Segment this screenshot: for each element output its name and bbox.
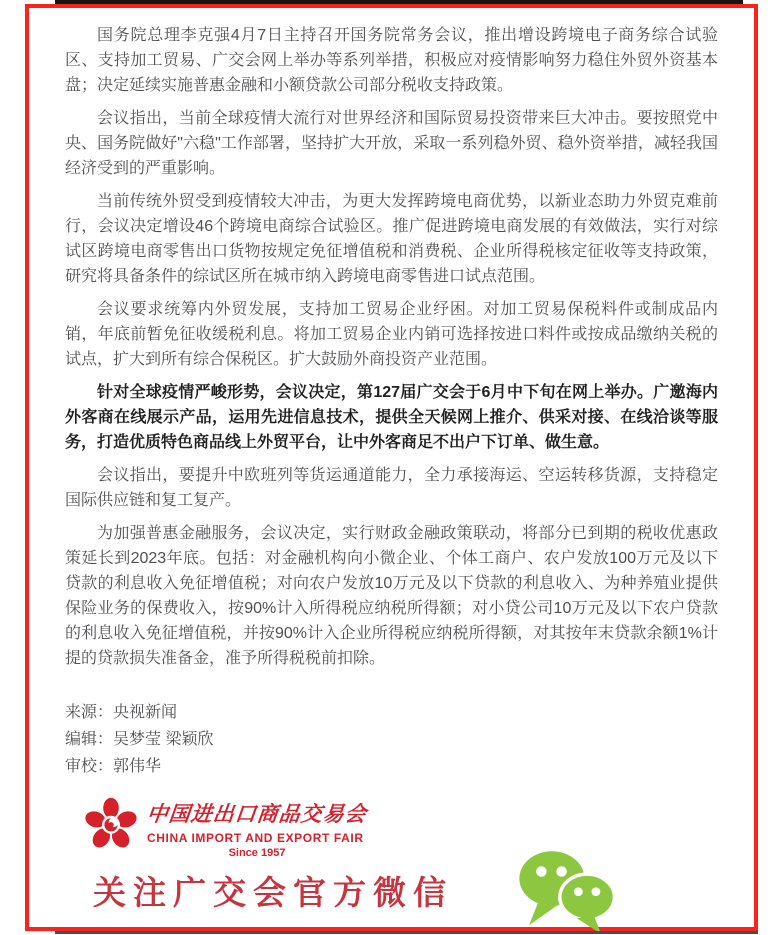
logo-text-block — [147, 796, 367, 859]
follow-wechat-text: 关注广交会官方微信 — [93, 874, 453, 911]
red-frame — [25, 4, 758, 931]
credit-reviewer: 审校：郭伟华 — [65, 758, 162, 775]
wechat-icon — [509, 846, 623, 934]
article-body — [29, 8, 754, 671]
credits-block — [29, 699, 754, 780]
article-paragraph: 针对全球疫情严峻形势，会议决定，第127届广交会于6月中下旬在网上举办。广邀海内外客商在线展示产品，运用先进信息技术，提供全天候网上推介、供采对接、在线洽谈等服务，打造优质特色商品线上外贸平台，让中外客商足不出户下订单、做生意。 — [65, 384, 718, 451]
article-paragraph: 为加强普惠金融服务，会议决定，实行财政金融政策联动，将部分已到期的税收优惠政策延长到2023年底。包括：对金融机构向小微企业、个体工商户、农户发放100万元及以下贷款的利息收入免征增值税；对向农户发放10万元及以下贷款的利息收入、为种养殖业提供保险业务的保费收入，按90%计入所得税应纳税所得额；对小贷公司10万元及以下农户贷款的利息收入免征增值税，并按90%计入企业所得税应纳税所得额，对其按年末贷款余额1%计提的贷款损失准备金，准予所得税税前扣除。 — [65, 525, 718, 667]
article-paragraph: 国务院总理李克强4月7日主持召开国务院常务会议，推出增设跨境电子商务综合试验区、支持加工贸易、广交会网上举办等系列举措，积极应对疫情影响努力稳住外贸外资基本盘；决定延续实施普惠金融和小额贷款公司部分税收支持政策。 — [65, 27, 718, 94]
article-paragraph: 会议要求统筹内外贸发展，支持加工贸易企业纾困。对加工贸易保税料件或制成品内销，年底前暂免征收缓税利息。将加工贸易企业内销可选择按进口料件或按成品缴纳关税的试点，扩大到所有综合保税区。扩大鼓励外商投资产业范围。 — [65, 301, 718, 368]
credit-source: 来源：央视新闻 — [65, 704, 178, 721]
credit-editor: 编辑：吴梦莹 梁颖欣 — [65, 731, 214, 748]
article-paragraph: 当前传统外贸受到疫情较大冲击，为更大发挥跨境电商优势，以新业态助力外贸克难前行，会议决定增设46个跨境电商综合试验区。推广促进跨境电商发展的有效做法，实行对综试区跨境电商零售出口货物按规定免征增值税和消费税、企业所得税核定征收等支持政策，研究将具备条件的综试区所在城市纳入跨境电商零售进口试点范围。 — [65, 193, 718, 285]
logo-since: Since 1957 — [228, 847, 286, 859]
fair-logo — [81, 796, 754, 859]
kapok-flower-icon — [81, 796, 141, 856]
logo-title-cn: 中国进出口商品交易会 — [145, 801, 369, 826]
article-paragraph: 会议指出，当前全球疫情大流行对世界经济和国际贸易投资带来巨大冲击。要按照党中央、国务院做好"六稳"工作部署，坚持扩大开放，采取一系列稳外贸、稳外资举措，减轻我国经济受到的严重影响。 — [65, 110, 718, 177]
article-paragraph: 会议指出，要提升中欧班列等货运通道能力，全力承接海运、空运转移货源，支持稳定国际供应链和复工复产。 — [65, 467, 718, 509]
bottom-divider — [55, 931, 758, 934]
logo-title-en: CHINA IMPORT AND EXPORT FAIR — [147, 831, 364, 845]
